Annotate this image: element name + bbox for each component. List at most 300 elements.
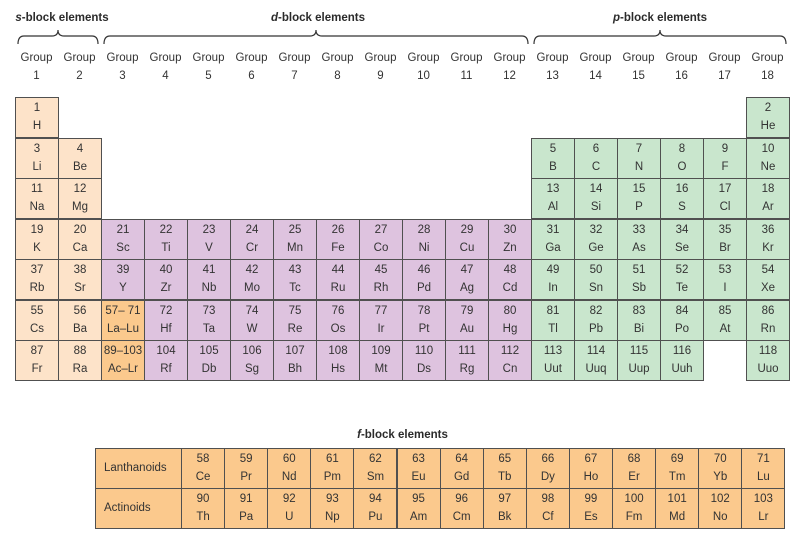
element-symbol: Au	[459, 322, 475, 335]
element-cell	[58, 178, 102, 219]
element-symbol: F	[721, 160, 729, 173]
atomic-number: 88	[73, 345, 87, 357]
element-symbol: W	[246, 322, 258, 335]
atomic-number: 90	[196, 493, 210, 505]
atomic-number: 43	[288, 264, 302, 276]
atomic-number: 34	[675, 223, 689, 236]
group-number: 2	[76, 70, 83, 82]
element-symbol: Pr	[240, 471, 252, 483]
s-block-heading: s-block elements	[15, 12, 109, 24]
atomic-number: 5	[549, 142, 557, 155]
atomic-number: 76	[331, 304, 345, 317]
element-symbol: Hf	[160, 322, 172, 335]
atomic-number: 105	[199, 345, 219, 357]
element-cell	[359, 219, 403, 260]
element-cell	[703, 300, 747, 341]
element-symbol: He	[760, 120, 776, 132]
element-symbol: Br	[719, 241, 731, 254]
element-symbol: C	[591, 160, 601, 173]
element-cell	[359, 300, 403, 341]
atomic-number: 95	[412, 493, 425, 505]
group-number: 6	[248, 70, 255, 82]
group-word: Group	[149, 52, 182, 64]
element-symbol: Re	[287, 322, 303, 335]
element-symbol: H	[32, 120, 42, 132]
group-number: 3	[119, 70, 126, 82]
s-block-brace	[18, 30, 98, 44]
element-cell	[617, 219, 661, 260]
element-symbol: Os	[330, 322, 346, 335]
element-cell	[15, 138, 59, 179]
element-symbol: Sc	[116, 241, 130, 254]
element-symbol: Tm	[668, 471, 686, 483]
lanthanoids-element-cell	[569, 448, 613, 489]
atomic-number: 53	[718, 264, 732, 276]
d-block-brace	[104, 30, 528, 44]
atomic-number: 71	[756, 453, 770, 465]
atomic-number: 47	[460, 264, 474, 276]
element-cell	[660, 340, 704, 381]
element-cell	[746, 138, 790, 179]
element-symbol: Ir	[377, 322, 385, 335]
element-symbol: In	[548, 282, 558, 294]
atomic-number: 27	[374, 223, 388, 236]
element-symbol: Pb	[588, 322, 604, 335]
atomic-number: 67	[584, 453, 598, 465]
atomic-number: 59	[239, 453, 253, 465]
element-symbol: Nb	[201, 282, 217, 294]
atomic-number: 78	[417, 304, 431, 317]
element-cell	[15, 178, 59, 219]
element-symbol: Hg	[502, 322, 518, 335]
element-cell	[359, 340, 403, 381]
atomic-number: 7	[635, 142, 643, 155]
atomic-number: 2	[764, 102, 772, 114]
atomic-number: 89–103	[103, 345, 143, 357]
p-block-brace	[534, 30, 786, 44]
element-symbol: Ar	[762, 201, 774, 213]
atomic-number: 104	[156, 345, 176, 357]
group-header-7	[273, 49, 316, 85]
element-cell	[15, 300, 59, 341]
atomic-number: 44	[331, 264, 345, 276]
element-symbol: Te	[675, 282, 689, 294]
atomic-number: 52	[675, 264, 689, 276]
atomic-number: 18	[761, 183, 775, 195]
actinoids-element-cell	[224, 488, 268, 529]
group-word: Group	[493, 52, 526, 64]
atomic-number: 110	[414, 345, 434, 357]
atomic-number: 91	[239, 493, 253, 505]
group-number: 5	[205, 70, 212, 82]
element-symbol: Pu	[368, 511, 383, 523]
element-cell	[15, 259, 59, 300]
element-symbol: Pd	[416, 282, 432, 294]
element-cell	[617, 340, 661, 381]
group-header-2	[58, 49, 101, 85]
atomic-number: 107	[285, 345, 305, 357]
group-word: Group	[751, 52, 784, 64]
group-word: Group	[20, 52, 53, 64]
group-word: Group	[235, 52, 268, 64]
element-symbol: Pa	[239, 511, 254, 523]
element-symbol: P	[635, 201, 643, 213]
atomic-number: 63	[412, 453, 425, 465]
element-symbol: Sb	[631, 282, 647, 294]
element-symbol: Cd	[502, 282, 518, 294]
group-number: 14	[589, 70, 602, 82]
atomic-number: 28	[417, 223, 431, 236]
atomic-number: 37	[30, 264, 44, 276]
element-cell	[488, 300, 532, 341]
atomic-number: 41	[202, 264, 216, 276]
group-header-15	[617, 49, 660, 85]
atomic-number: 73	[202, 304, 216, 317]
atomic-number: 111	[458, 345, 476, 357]
element-cell	[230, 259, 274, 300]
group-number: 8	[334, 70, 341, 82]
group-word: Group	[192, 52, 225, 64]
element-cell	[15, 219, 59, 260]
atomic-number: 101	[667, 493, 687, 505]
element-symbol: Rf	[160, 363, 172, 375]
atomic-number: 21	[116, 223, 130, 236]
element-symbol: Bh	[287, 363, 303, 375]
atomic-number: 81	[546, 304, 560, 317]
element-cell	[660, 178, 704, 219]
atomic-number: 113	[543, 345, 563, 357]
atomic-number: 42	[245, 264, 259, 276]
element-cell	[402, 300, 446, 341]
element-symbol: Ti	[161, 241, 171, 254]
element-symbol: Uut	[544, 363, 562, 375]
element-symbol: Db	[201, 363, 217, 375]
atomic-number: 70	[713, 453, 727, 465]
element-symbol: La–Lu	[107, 322, 139, 335]
atomic-number: 50	[589, 264, 603, 276]
element-cell	[58, 340, 102, 381]
group-header-6	[230, 49, 273, 85]
element-cell	[488, 219, 532, 260]
group-word: Group	[708, 52, 741, 64]
element-cell	[144, 259, 188, 300]
element-symbol: I	[723, 282, 727, 294]
element-symbol: Ne	[760, 160, 776, 173]
element-symbol: Zr	[160, 282, 172, 294]
element-cell	[746, 219, 790, 260]
atomic-number: 8	[678, 142, 686, 155]
element-cell	[617, 259, 661, 300]
group-word: Group	[579, 52, 612, 64]
element-symbol: Li	[32, 160, 42, 173]
element-cell	[617, 138, 661, 179]
atomic-number: 86	[761, 304, 775, 317]
lanthanoids-element-cell	[397, 448, 441, 489]
element-symbol: Cf	[542, 511, 554, 523]
element-symbol: Dy	[540, 471, 555, 483]
atomic-number: 62	[369, 453, 382, 465]
atomic-number: 97	[498, 493, 512, 505]
element-cell	[101, 219, 145, 260]
element-cell	[101, 259, 145, 300]
group-header-14	[574, 49, 617, 85]
element-symbol: Ce	[195, 471, 211, 483]
actinoids-label: Actinoids	[95, 488, 182, 529]
actinoids-element-cell	[612, 488, 656, 529]
element-symbol: Be	[72, 160, 88, 173]
element-symbol: Sr	[74, 282, 86, 294]
atomic-number: 100	[624, 493, 644, 505]
lanthanoids-element-cell	[483, 448, 527, 489]
atomic-number: 56	[73, 304, 87, 317]
element-cell	[187, 259, 231, 300]
actinoids-element-cell	[353, 488, 397, 529]
element-cell	[488, 259, 532, 300]
atomic-number: 83	[632, 304, 646, 317]
actinoids-element-cell	[181, 488, 225, 529]
element-cell	[445, 259, 489, 300]
group-number: 16	[675, 70, 688, 82]
element-symbol: Ac–Lr	[107, 363, 139, 375]
element-cell	[273, 259, 317, 300]
element-cell	[144, 219, 188, 260]
atomic-number: 24	[245, 223, 259, 236]
element-cell	[574, 300, 618, 341]
lanthanoids-element-cell	[181, 448, 225, 489]
group-number: 11	[460, 70, 473, 82]
actinoids-element-cell	[698, 488, 742, 529]
element-cell	[660, 300, 704, 341]
element-cell	[402, 259, 446, 300]
element-symbol: Ba	[72, 322, 88, 335]
element-cell	[316, 259, 360, 300]
group-number: 15	[632, 70, 645, 82]
group-number: 1	[33, 70, 40, 82]
atomic-number: 40	[159, 264, 173, 276]
element-symbol: Nd	[281, 471, 297, 483]
element-symbol: Co	[373, 241, 389, 254]
element-symbol: Xe	[760, 282, 776, 294]
element-symbol: O	[677, 160, 687, 173]
element-cell	[445, 300, 489, 341]
atomic-number: 94	[369, 493, 382, 505]
atomic-number: 30	[503, 223, 517, 236]
element-cell	[58, 138, 102, 179]
element-cell	[187, 300, 231, 341]
element-symbol: Cm	[452, 511, 471, 523]
element-symbol: As	[632, 241, 646, 254]
element-cell	[746, 97, 790, 138]
atomic-number: 9	[721, 142, 729, 155]
element-symbol: Pt	[418, 322, 430, 335]
element-symbol: Tb	[498, 471, 512, 483]
element-symbol: Gd	[453, 471, 470, 483]
atomic-number: 36	[761, 223, 775, 236]
element-symbol: Md	[669, 511, 686, 523]
element-symbol: No	[712, 511, 728, 523]
group-number: 12	[503, 70, 516, 82]
group-number: 7	[291, 70, 298, 82]
atomic-number: 6	[592, 142, 600, 155]
element-symbol: Uuq	[585, 363, 607, 375]
element-cell	[574, 178, 618, 219]
atomic-number: 108	[328, 345, 348, 357]
atomic-number: 84	[675, 304, 689, 317]
element-cell	[58, 259, 102, 300]
element-symbol: Mo	[244, 282, 260, 294]
atomic-number: 112	[500, 345, 520, 357]
element-symbol: Lu	[756, 471, 770, 483]
f-block-heading: f-block elements	[357, 429, 448, 441]
atomic-number: 29	[460, 223, 474, 236]
lanthanoids-element-cell	[353, 448, 397, 489]
element-symbol: Ag	[459, 282, 475, 294]
atomic-number: 61	[325, 453, 339, 465]
element-symbol: Rh	[373, 282, 389, 294]
group-header-11	[445, 49, 488, 85]
p-block-heading: p-block elements	[613, 12, 707, 24]
element-cell	[574, 138, 618, 179]
element-cell	[15, 340, 59, 381]
atomic-number: 75	[288, 304, 302, 317]
atomic-number: 66	[541, 453, 555, 465]
element-symbol: At	[719, 322, 731, 335]
element-symbol: Ra	[72, 363, 88, 375]
actinoids-element-cell	[483, 488, 527, 529]
element-symbol: Sn	[588, 282, 604, 294]
element-symbol: Cl	[719, 201, 731, 213]
element-symbol: B	[549, 160, 557, 173]
group-header-8	[316, 49, 359, 85]
element-symbol: Ca	[72, 241, 88, 254]
element-cell	[359, 259, 403, 300]
group-word: Group	[450, 52, 483, 64]
lanthanoids-element-cell	[741, 448, 785, 489]
atomic-number: 115	[629, 345, 649, 357]
element-symbol: Cs	[29, 322, 45, 335]
atomic-number: 48	[503, 264, 517, 276]
element-symbol: Kr	[762, 241, 774, 254]
element-symbol: Es	[584, 511, 598, 523]
element-cell	[746, 259, 790, 300]
lanthanoids-element-cell	[440, 448, 484, 489]
element-cell	[101, 300, 145, 341]
element-symbol: Np	[324, 511, 340, 523]
lanthanoids-element-cell	[526, 448, 570, 489]
group-header-16	[660, 49, 703, 85]
group-word: Group	[665, 52, 698, 64]
element-symbol: Cr	[245, 241, 259, 254]
atomic-number: 25	[288, 223, 302, 236]
element-cell	[703, 219, 747, 260]
atomic-number: 106	[242, 345, 262, 357]
group-header-9	[359, 49, 402, 85]
atomic-number: 17	[718, 183, 732, 195]
element-cell	[144, 300, 188, 341]
atomic-number: 57– 71	[105, 304, 141, 317]
group-word: Group	[106, 52, 139, 64]
element-symbol: Po	[674, 322, 690, 335]
element-symbol: U	[285, 511, 294, 523]
element-symbol: Rg	[459, 363, 475, 375]
group-word: Group	[63, 52, 96, 64]
element-cell	[531, 300, 575, 341]
element-cell	[316, 300, 360, 341]
element-cell	[230, 340, 274, 381]
element-cell	[531, 178, 575, 219]
atomic-number: 4	[76, 142, 84, 155]
element-cell	[531, 259, 575, 300]
lanthanoids-element-cell	[310, 448, 354, 489]
element-symbol: Sm	[366, 471, 385, 483]
element-cell	[15, 97, 59, 138]
atomic-number: 74	[245, 304, 259, 317]
element-symbol: Am	[409, 511, 428, 523]
actinoids-element-cell	[397, 488, 441, 529]
element-cell	[144, 340, 188, 381]
element-symbol: Bi	[633, 322, 645, 335]
element-symbol: Si	[590, 201, 602, 213]
atomic-number: 20	[73, 223, 87, 236]
element-cell	[746, 340, 790, 381]
element-cell	[617, 178, 661, 219]
atomic-number: 109	[371, 345, 391, 357]
atomic-number: 31	[546, 223, 560, 236]
element-cell	[402, 219, 446, 260]
atomic-number: 54	[761, 264, 775, 276]
atomic-number: 12	[73, 183, 87, 195]
element-symbol: N	[634, 160, 644, 173]
atomic-number: 93	[325, 493, 339, 505]
atomic-number: 46	[417, 264, 431, 276]
lanthanoids-label: Lanthanoids	[95, 448, 182, 489]
atomic-number: 38	[73, 264, 87, 276]
element-cell	[273, 219, 317, 260]
actinoids-element-cell	[526, 488, 570, 529]
element-symbol: S	[678, 201, 686, 213]
element-symbol: Uuo	[757, 363, 779, 375]
element-cell	[703, 178, 747, 219]
element-cell	[488, 340, 532, 381]
group-header-1	[15, 49, 58, 85]
group-header-5	[187, 49, 230, 85]
element-symbol: Mn	[287, 241, 303, 254]
element-symbol: Ge	[588, 241, 604, 254]
atomic-number: 3	[33, 142, 41, 155]
atomic-number: 69	[670, 453, 684, 465]
atomic-number: 72	[159, 304, 173, 317]
actinoids-element-cell	[267, 488, 311, 529]
atomic-number: 16	[675, 183, 689, 195]
group-header-18	[746, 49, 789, 85]
atomic-number: 65	[498, 453, 512, 465]
atomic-number: 98	[541, 493, 555, 505]
element-cell	[574, 340, 618, 381]
element-symbol: Ho	[583, 471, 599, 483]
actinoids-element-cell	[569, 488, 613, 529]
atomic-number: 1	[33, 102, 41, 114]
element-cell	[746, 178, 790, 219]
element-symbol: V	[205, 241, 213, 254]
element-cell	[101, 340, 145, 381]
atomic-number: 39	[116, 264, 130, 276]
element-symbol: Lr	[758, 511, 769, 523]
atomic-number: 55	[30, 304, 44, 317]
atomic-number: 85	[718, 304, 732, 317]
element-cell	[230, 219, 274, 260]
atomic-number: 22	[159, 223, 173, 236]
element-symbol: Cu	[459, 241, 475, 254]
